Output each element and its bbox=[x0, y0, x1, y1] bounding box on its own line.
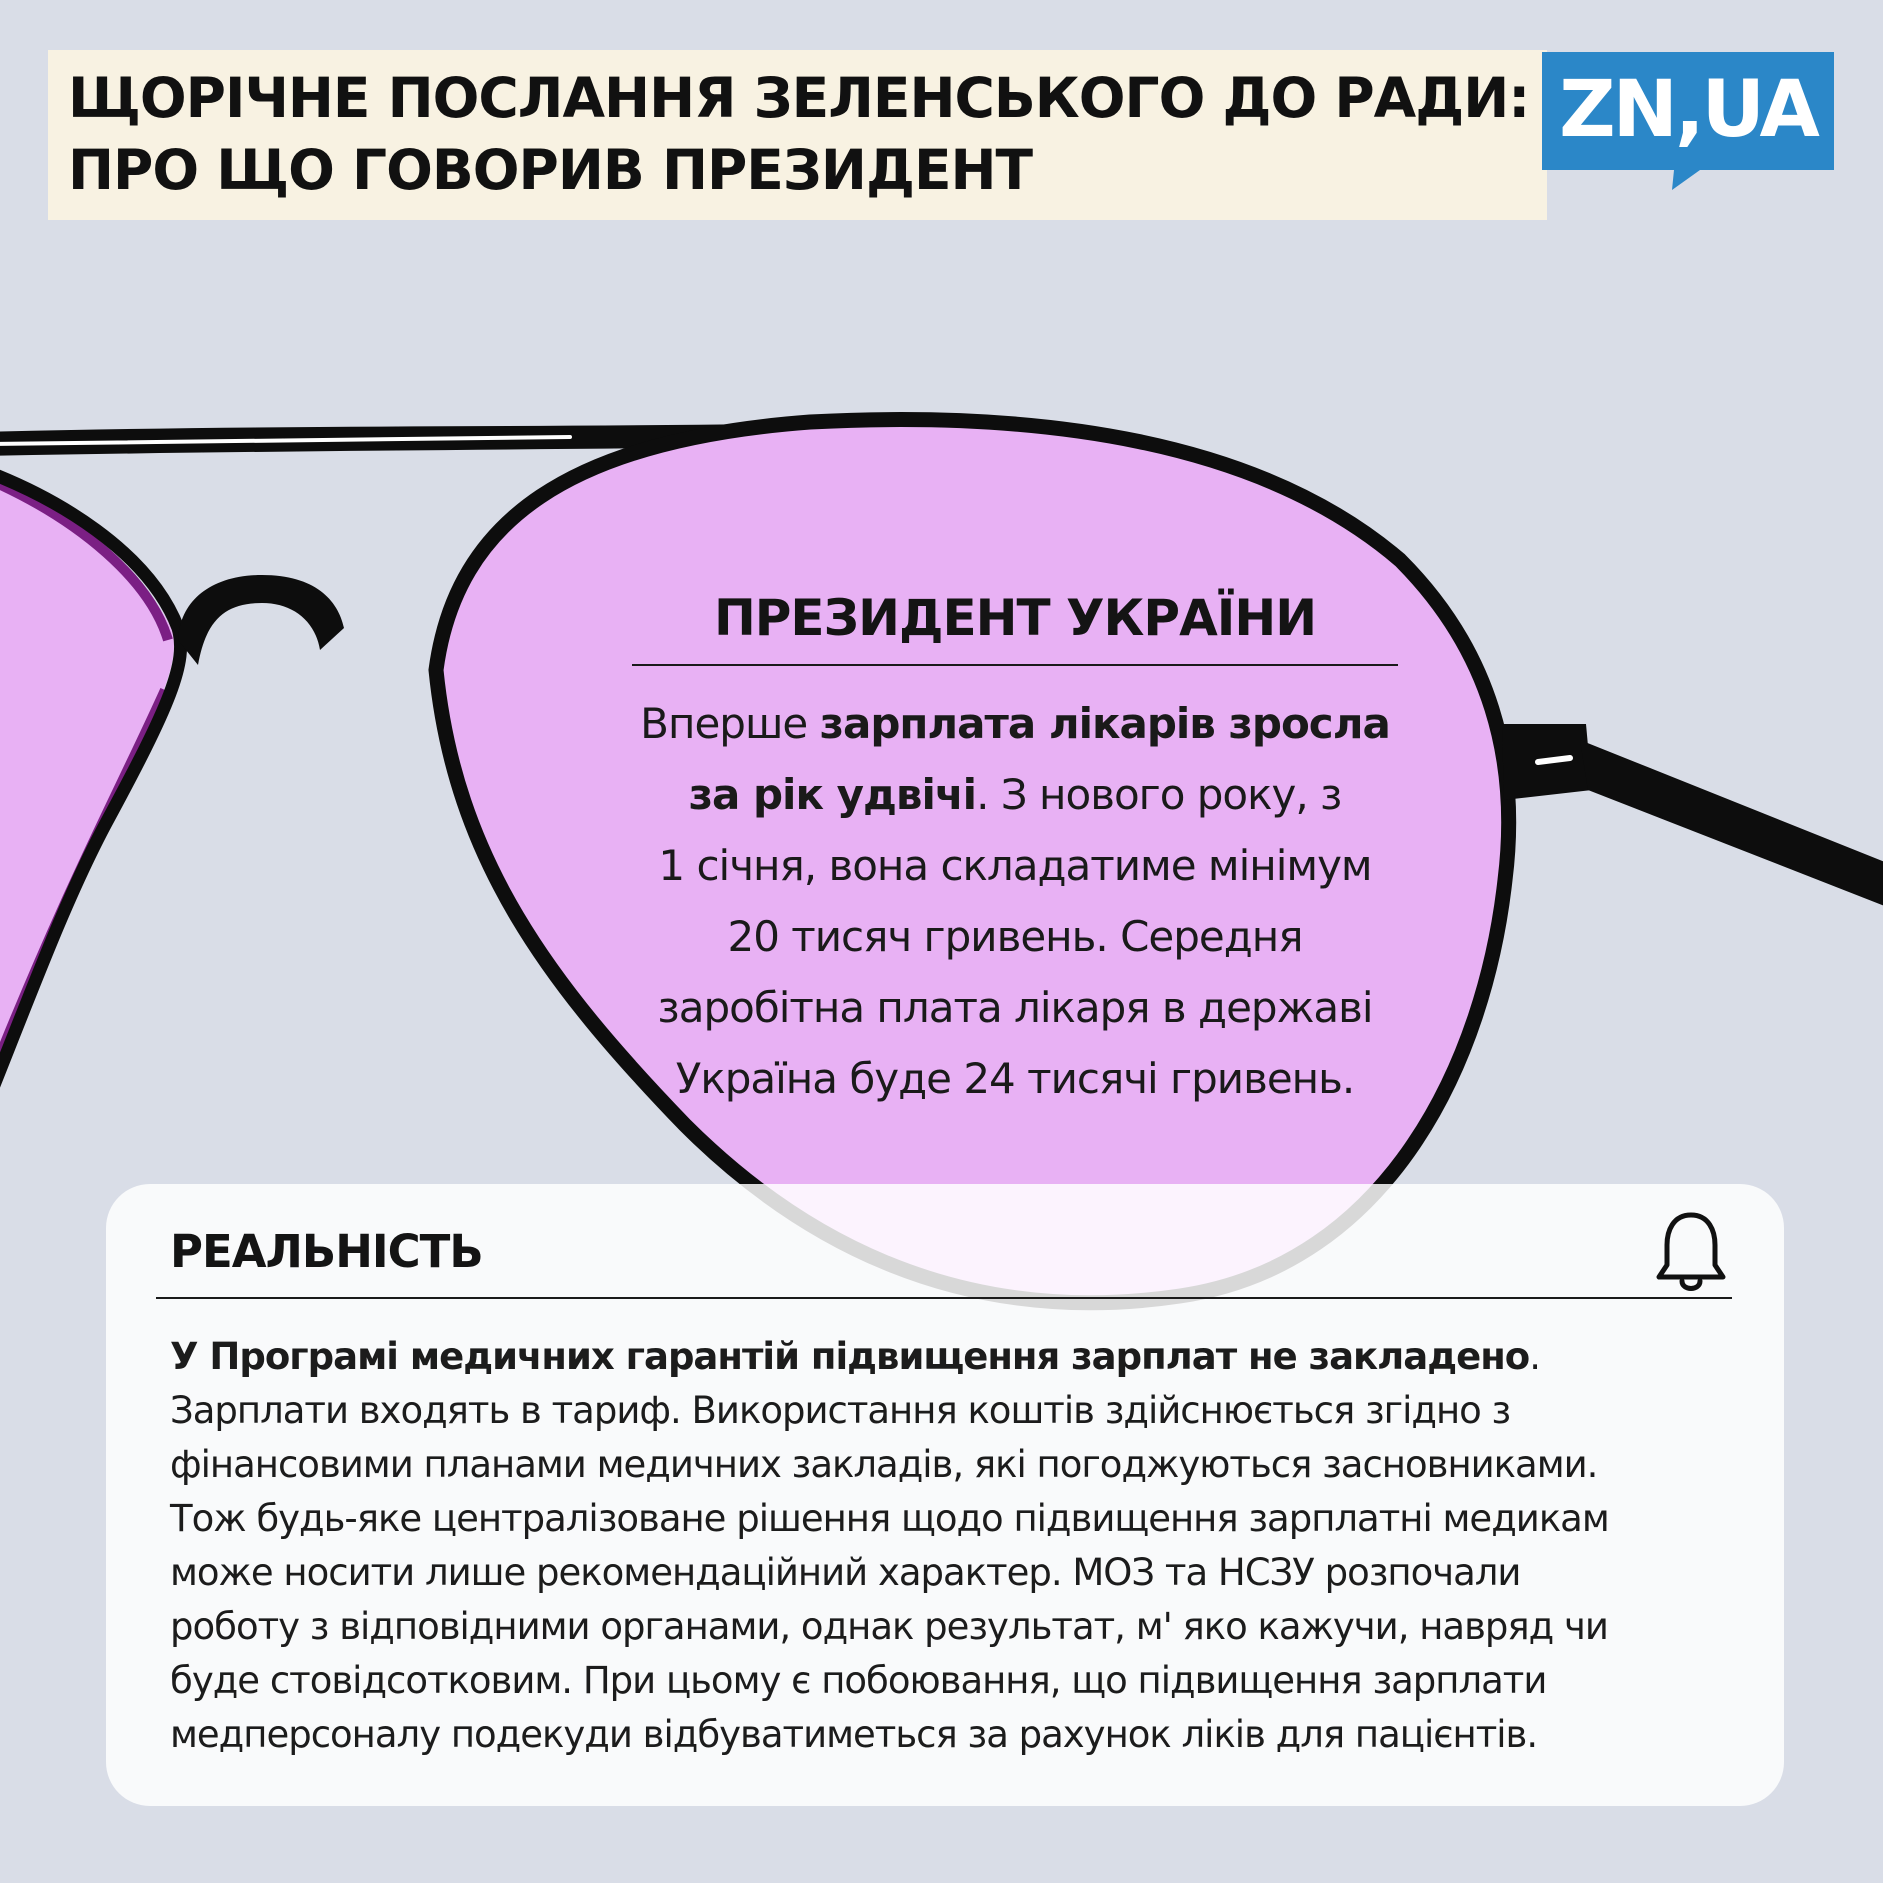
quote-line-3: 1 січня, вона складатиме мінімум bbox=[658, 841, 1372, 890]
reality-line: медперсоналу подекуди відбуватиметься за рахунок ліків для пацієнтів. bbox=[170, 1713, 1538, 1756]
reality-divider bbox=[156, 1297, 1732, 1299]
quote-line-1: Вперше зарплата лікарів зросла bbox=[640, 699, 1390, 748]
zn-ua-logo[interactable] bbox=[1542, 52, 1834, 190]
reality-lead: У Програмі медичних гарантій підвищення зарплат не закладено. bbox=[170, 1335, 1540, 1378]
reality-line: Тож будь-яке централізоване рішення щодо підвищення зарплатні медикам bbox=[170, 1497, 1609, 1540]
quote-line-2: за рік удвічі. З нового року, з bbox=[688, 770, 1342, 819]
reality-line: Зарплати входять в тариф. Використання коштів здійснюється згідно з bbox=[170, 1389, 1511, 1432]
reality-body bbox=[170, 1330, 1760, 1762]
president-statement bbox=[620, 578, 1410, 1114]
reality-line: буде стовідсотковим. При цьому є побоювання, що підвищення зарплати bbox=[170, 1659, 1547, 1702]
temple-arm bbox=[1580, 740, 1883, 912]
president-quote bbox=[620, 688, 1410, 1114]
reality-card bbox=[106, 1184, 1784, 1806]
reality-line: роботу з відповідними органами, однак результат, м' яко кажучи, навряд чи bbox=[170, 1605, 1608, 1648]
president-divider bbox=[632, 664, 1398, 666]
president-heading: ПРЕЗИДЕНТ УКРАЇНИ bbox=[713, 589, 1317, 647]
bell-icon[interactable] bbox=[1651, 1209, 1731, 1299]
quote-line-6: Україна буде 24 тисячі гривень. bbox=[675, 1054, 1355, 1103]
hinge-highlight bbox=[1538, 758, 1570, 762]
reality-line: може носити лише рекомендаційний характер. МОЗ та НСЗУ розпочали bbox=[170, 1551, 1521, 1594]
bridge bbox=[178, 575, 344, 665]
quote-line-4: 20 тисяч гривень. Середня bbox=[727, 912, 1303, 961]
headline-box bbox=[48, 50, 1547, 220]
headline-line-1: ЩОРІЧНЕ ПОСЛАННЯ ЗЕЛЕНСЬКОГО ДО РАДИ: bbox=[68, 66, 1530, 130]
reality-heading: РЕАЛЬНІСТЬ bbox=[170, 1225, 483, 1278]
quote-line-5: заробітна плата лікаря в державі bbox=[657, 983, 1373, 1032]
logo-text: ZN,UA bbox=[1559, 65, 1817, 155]
headline-line-2: ПРО ЩО ГОВОРИВ ПРЕЗИДЕНТ bbox=[68, 138, 1033, 202]
reality-line: фінансовими планами медичних закладів, які погоджуються засновниками. bbox=[170, 1443, 1598, 1486]
